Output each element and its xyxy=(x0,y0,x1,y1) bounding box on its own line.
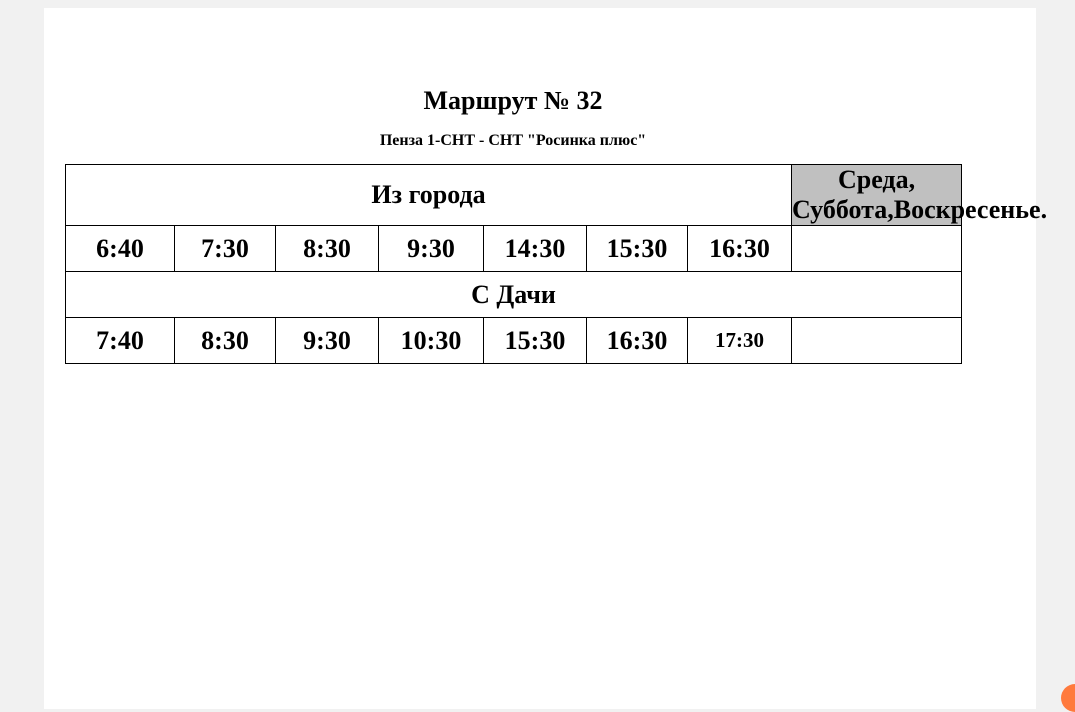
time-cell: 16:30 xyxy=(688,226,792,272)
from-city-header-row xyxy=(66,165,962,226)
time-cell: 15:30 xyxy=(484,318,587,364)
from-city-times-row xyxy=(66,226,962,272)
time-cell: 7:40 xyxy=(66,318,175,364)
time-cell: 16:30 xyxy=(587,318,688,364)
time-cell: 9:30 xyxy=(379,226,484,272)
time-cell: 9:30 xyxy=(276,318,379,364)
from-dacha-times-row xyxy=(66,318,962,364)
time-cell: 8:30 xyxy=(175,318,276,364)
time-cell: 6:40 xyxy=(66,226,175,272)
days-note: Среда, Суббота,Воскресенье. xyxy=(792,165,1048,224)
floating-action-button[interactable] xyxy=(1061,684,1075,712)
from-city-label: Из города xyxy=(66,165,792,226)
empty-cell xyxy=(792,226,962,272)
route-title: Маршрут № 32 xyxy=(423,86,603,115)
empty-cell xyxy=(792,318,962,364)
time-cell: 14:30 xyxy=(484,226,587,272)
time-cell: 17:30 xyxy=(688,318,792,364)
from-dacha-label: С Дачи xyxy=(66,272,962,318)
from-dacha-header-row xyxy=(66,272,962,318)
time-cell: 7:30 xyxy=(175,226,276,272)
route-subtitle: Пенза 1-СНТ - СНТ "Росинка плюс" xyxy=(379,132,647,149)
time-cell: 15:30 xyxy=(587,226,688,272)
time-cell: 8:30 xyxy=(276,226,379,272)
time-cell: 10:30 xyxy=(379,318,484,364)
document-page xyxy=(44,8,1048,709)
schedule-table xyxy=(65,164,1048,364)
